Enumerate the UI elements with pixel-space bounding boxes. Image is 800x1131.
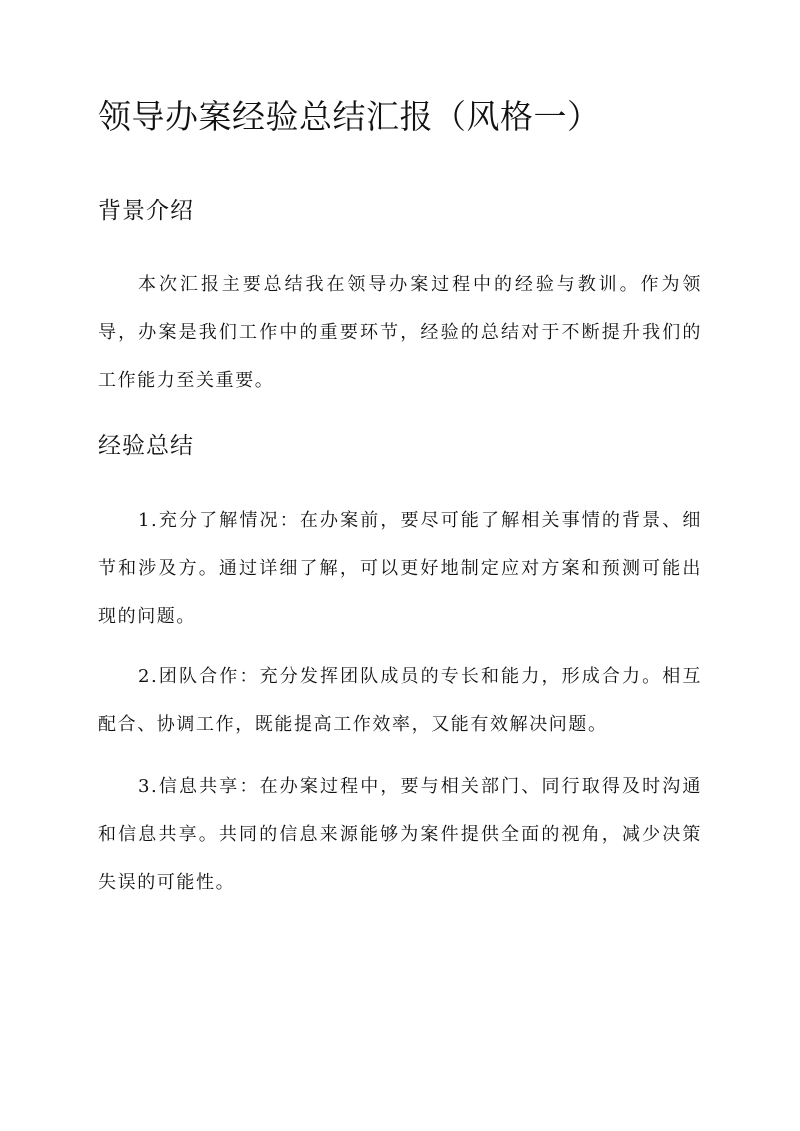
- paragraph-background: 本次汇报主要总结我在领导办案过程中的经验与教训。作为领导，办案是我们工作中的重要环节，经验的总结对于不断提升我们的工作能力至关重要。: [98, 274, 702, 391]
- section-heading-experience: 经验总结: [98, 433, 194, 459]
- paragraph-point-3: 3.信息共享：在办案过程中，要与相关部门、同行取得及时沟通和信息共享。共同的信息来源能够为案件提供全面的视角，减少决策失误的可能性。: [98, 776, 702, 893]
- paragraph-point-2: 2.团队合作：充分发挥团队成员的专长和能力，形成合力。相互配合、协调工作，既能提高工作效率，又能有效解决问题。: [98, 666, 702, 735]
- section-heading-background: 背景介绍: [98, 198, 194, 224]
- paragraph-point-1: 1.充分了解情况：在办案前，要尽可能了解相关事情的背景、细节和涉及方。通过详细了解，可以更好地制定应对方案和预测可能出现的问题。: [98, 510, 702, 627]
- document-title: 领导办案经验总结汇报（风格一）: [98, 97, 601, 136]
